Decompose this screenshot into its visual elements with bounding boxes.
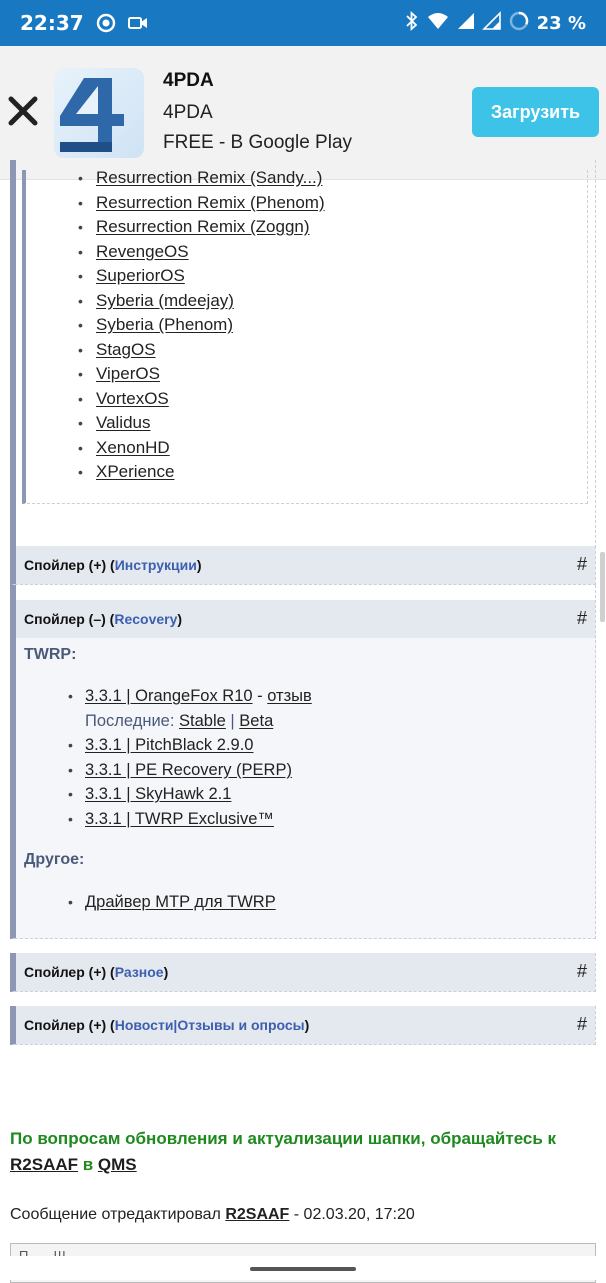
list-item[interactable]: • Resurrection Remix (Zoggn) bbox=[78, 215, 325, 240]
spoiler-link[interactable]: Инструкции bbox=[114, 557, 197, 573]
anchor-link[interactable]: # bbox=[576, 608, 587, 628]
record-icon bbox=[96, 13, 116, 33]
status-time: 22:37 bbox=[20, 11, 84, 35]
rom-list bbox=[78, 166, 325, 485]
gesture-navbar bbox=[0, 1256, 606, 1280]
spoiler-misc bbox=[10, 953, 596, 992]
spoiler-header[interactable]: Спойлер (–) ( Recovery ) # bbox=[16, 600, 595, 638]
other-list bbox=[68, 890, 276, 915]
qms-link[interactable]: QMS bbox=[97, 1155, 137, 1174]
list-item: • 3.3.1 | PE Recovery (PERP) bbox=[68, 760, 292, 779]
list-item[interactable]: • RevengeOS bbox=[78, 240, 325, 265]
signal-no-data-icon bbox=[483, 12, 501, 35]
spoiler-recovery bbox=[10, 600, 596, 939]
list-item[interactable]: • Syberia (mdeejay) bbox=[78, 289, 325, 314]
scrollbar-thumb[interactable] bbox=[600, 552, 605, 622]
signal-icon bbox=[457, 12, 475, 35]
list-item: • 3.3.1 | TWRP Exclusive™ bbox=[68, 809, 274, 828]
list-item[interactable]: • Validus bbox=[78, 411, 325, 436]
list-item: • 3.3.1 | SkyHawk 2.1 bbox=[68, 785, 232, 803]
battery-percent: 23 % bbox=[536, 12, 586, 34]
other-heading: Другое: bbox=[24, 851, 85, 868]
editor-link[interactable]: R2SAAF bbox=[225, 1206, 290, 1223]
anchor-link[interactable]: # bbox=[576, 1014, 587, 1034]
spoiler-link[interactable]: Отзывы и опросы bbox=[177, 1017, 305, 1033]
stable-link[interactable]: Stable bbox=[179, 711, 226, 730]
list-item[interactable]: • Syberia (Phenom) bbox=[78, 313, 325, 338]
home-handle[interactable] bbox=[250, 1267, 356, 1271]
app-price-store: FREE - В Google Play bbox=[163, 132, 353, 153]
spoiler-link[interactable]: Recovery bbox=[114, 611, 178, 627]
spoiler-link[interactable]: Новости bbox=[114, 1017, 174, 1033]
beta-link[interactable]: Beta bbox=[239, 711, 274, 730]
wifi-icon bbox=[427, 12, 449, 35]
list-item: • 3.3.1 | PitchBlack 2.9.0 bbox=[68, 736, 254, 754]
list-item[interactable]: • XPerience bbox=[78, 460, 325, 485]
bluetooth-icon bbox=[405, 11, 419, 36]
recovery-body bbox=[16, 638, 595, 938]
video-camera-icon bbox=[128, 15, 148, 31]
list-item[interactable]: • SuperiorOS bbox=[78, 264, 325, 289]
anchor-link[interactable]: # bbox=[576, 961, 587, 981]
list-item[interactable]: • VortexOS bbox=[78, 387, 325, 412]
list-item[interactable]: • Resurrection Remix (Sandy...) bbox=[78, 166, 325, 191]
edited-note: Сообщение отредактировал R2SAAF - 02.03.20, 17:20 bbox=[10, 1206, 415, 1223]
post-content bbox=[0, 168, 606, 1280]
anchor-link[interactable]: # bbox=[576, 554, 587, 574]
close-icon[interactable] bbox=[8, 96, 38, 126]
list-item: • Драйвер MTP для TWRP bbox=[68, 893, 276, 911]
app-title: 4PDA bbox=[163, 70, 214, 91]
spoiler-header[interactable]: Спойлер (+) ( Инструкции ) # bbox=[16, 546, 595, 584]
spoiler-link[interactable]: Разное bbox=[114, 964, 164, 980]
twrp-heading: TWRP: bbox=[24, 646, 77, 663]
contact-note: По вопросам обновления и актуализации шапки, обращайтесь к R2SAAF в QMS bbox=[10, 1129, 557, 1174]
spoiler-instructions bbox=[10, 546, 596, 585]
app-publisher: 4PDA bbox=[163, 102, 213, 123]
list-item: • 3.3.1 | OrangeFox R10 - отзыв Последние: Stable | Beta bbox=[68, 687, 312, 730]
install-button[interactable]: Загрузить bbox=[472, 87, 599, 137]
list-item[interactable]: • Resurrection Remix (Phenom) bbox=[78, 191, 325, 216]
list-item[interactable]: • StagOS bbox=[78, 338, 325, 363]
spoiler-news bbox=[10, 1006, 596, 1045]
list-item[interactable]: • ViperOS bbox=[78, 362, 325, 387]
status-bar bbox=[0, 0, 606, 46]
twrp-list bbox=[68, 684, 312, 831]
orangefox-link[interactable]: 3.3.1 | OrangeFox R10 bbox=[85, 687, 253, 705]
battery-icon bbox=[509, 11, 529, 36]
orangefox-review-link[interactable]: отзыв bbox=[267, 687, 312, 705]
spoiler-header[interactable]: Спойлер (+) ( Новости | Отзывы и опросы ) # bbox=[16, 1006, 595, 1044]
app-logo bbox=[54, 68, 144, 158]
list-item[interactable]: • XenonHD bbox=[78, 436, 325, 461]
author-link[interactable]: R2SAAF bbox=[10, 1155, 79, 1174]
spoiler-header[interactable]: Спойлер (+) ( Разное ) # bbox=[16, 953, 595, 991]
